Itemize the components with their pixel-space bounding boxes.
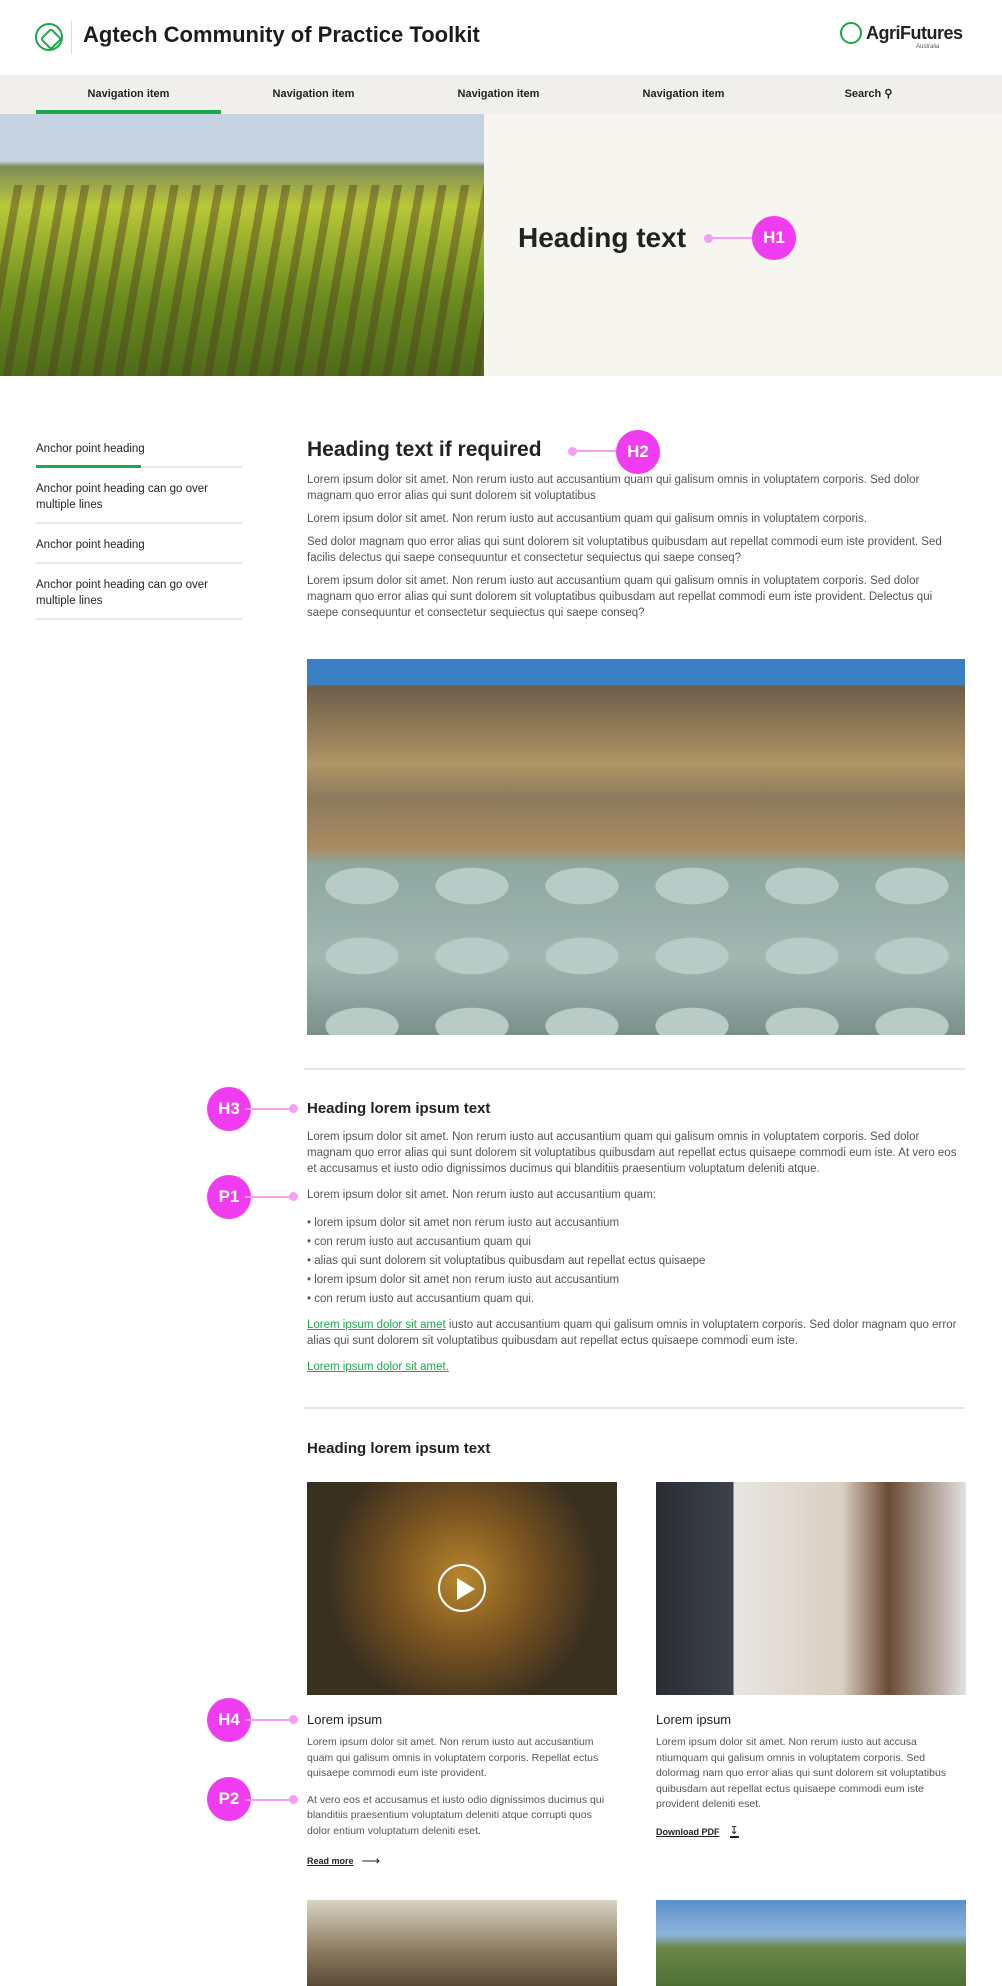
- divider: [71, 20, 72, 54]
- anchor-sidebar: [36, 432, 242, 620]
- download-pdf-label: Download PDF: [656, 1827, 720, 1837]
- annotation-line: [245, 1196, 295, 1198]
- paragraph: Lorem ipsum dolor sit amet. Non rerum iusto aut accusantium quam qui galisum omnis in voluptatem corporis. Sed dolor magnam quo error alias qui sunt dolorem sit voluptatibus: [307, 474, 920, 502]
- card-video-thumbnail[interactable]: [307, 1482, 617, 1695]
- bullet-item: • con rerum iusto aut accusantium quam qui: [307, 1236, 531, 1248]
- card-title: Lorem ipsum: [656, 1712, 732, 1727]
- anchor-link-3[interactable]: Anchor point heading: [36, 528, 242, 564]
- bullet-item: • lorem ipsum dolor sit amet non rerum iusto aut accusantium: [307, 1274, 620, 1286]
- divider: [304, 1068, 965, 1070]
- annotation-badge-h2: H2: [616, 430, 660, 474]
- brand-sub: Australia: [916, 44, 940, 50]
- annotation-badge-h4: H4: [207, 1698, 251, 1742]
- download-icon: ↧: [729, 1824, 739, 1837]
- anchor-link-2[interactable]: Anchor point heading can go over multiple lines: [36, 472, 242, 524]
- arrow-right-icon: ⟶: [361, 1853, 381, 1868]
- section-heading: Heading lorem ipsum text: [307, 1440, 491, 1457]
- paragraph: Lorem ipsum dolor sit amet. Non rerum iusto aut accusantium quam qui galisum omnis in voluptatem corporis.: [307, 513, 867, 525]
- toolkit-logo-icon[interactable]: [35, 23, 63, 51]
- divider: [304, 1407, 965, 1409]
- anchor-link-1[interactable]: Anchor point heading: [36, 432, 242, 468]
- standalone-link[interactable]: Lorem ipsum dolor sit amet.: [307, 1361, 449, 1373]
- card-text: Lorem ipsum dolor sit amet. Non rerum iusto aut accusantium quam qui galisum omnis in voluptatem corporis. Repellat ectus quisaepe commodi eum iste provident.: [307, 1736, 599, 1779]
- annotation-badge-p1: P1: [207, 1175, 251, 1219]
- paragraph: Lorem ipsum dolor sit amet. Non rerum iusto aut accusantium quam:: [307, 1189, 656, 1201]
- read-more-link[interactable]: [307, 1853, 617, 1869]
- annotation-dot: [289, 1192, 298, 1201]
- section-heading: Heading text if required: [307, 438, 542, 461]
- agrifutures-logo[interactable]: [840, 22, 963, 50]
- card-image-office: [656, 1482, 966, 1695]
- section-body: [307, 1100, 965, 1382]
- card-title: Lorem ipsum: [307, 1712, 383, 1727]
- search-icon: ⚲: [884, 88, 893, 100]
- nav-item-3[interactable]: Navigation item: [457, 88, 540, 100]
- annotation-dot: [289, 1104, 298, 1113]
- card-text: Lorem ipsum dolor sit amet. Non rerum iusto aut accusa ntiumquam qui galisum omnis in voluptatem corporis. Sed dolormag nam quo error alias qui sunt dolorem sit voluptatibus quibusdam aut repellat ectus quisaepe commodi eum iste provident deleniti eset.: [656, 1736, 947, 1810]
- nav-item-4[interactable]: Navigation item: [642, 88, 725, 100]
- site-header: [0, 0, 1002, 75]
- read-more-label: Read more: [307, 1856, 354, 1866]
- agrifutures-logo-icon: [840, 22, 862, 44]
- paragraph: Lorem ipsum dolor sit amet. Non rerum iusto aut accusantium quam qui galisum omnis in voluptatem corporis. Sed dolor magnam quo error alias qui sunt dolorem sit voluptatibus quibusdam aut repellat commodi eum iste provident. Delectus qui saepe consequuntur et consectetur sequiectus qui saepe conseq?: [307, 575, 933, 619]
- annotation-badge-h3: H3: [207, 1087, 251, 1131]
- paragraph: Sed dolor magnam quo error alias qui sunt dolorem sit voluptatibus quibusdam aut repellat commodi eum iste provident. Sed facilis delectus qui saepe consequuntur et consectetur sequiectus qui saepe conseq?: [307, 536, 942, 564]
- annotation-dot: [289, 1795, 298, 1804]
- bullet-item: • con rerum iusto aut accusantium quam qui.: [307, 1293, 535, 1305]
- card-2: [656, 1712, 966, 1838]
- nav-item-1[interactable]: Navigation item: [36, 75, 221, 114]
- brand-name: AgriFutures: [866, 22, 963, 43]
- annotation-line: [245, 1108, 295, 1110]
- annotation-line: [574, 450, 620, 452]
- annotation-badge-h1: H1: [752, 216, 796, 260]
- card-text: At vero eos et accusamus et iusto odio dignissimos ducimus qui blanditiis praesentium voluptatum deleniti atque corrupti quos dolor entium voluptatum deleniti eset.: [307, 1793, 605, 1837]
- inline-link[interactable]: Lorem ipsum dolor sit amet: [307, 1319, 446, 1331]
- search-button[interactable]: [776, 75, 961, 114]
- section-heading: Heading lorem ipsum text: [307, 1100, 491, 1117]
- hay-bales-image: [307, 659, 965, 1035]
- bullet-item: • alias qui sunt dolorem sit voluptatibus quibusdam aut repellat ectus quisaepe: [307, 1255, 706, 1267]
- annotation-badge-p2: P2: [207, 1777, 251, 1821]
- paragraph-text: iusto aut accusantium quam qui galisum omnis in voluptatem corporis. Sed dolor magnam quo error alias qui sunt dolorem sit voluptatibus quibusdam aut repellat ectus quisaepe commodi eum iste.: [307, 1319, 957, 1347]
- paragraph: Lorem ipsum dolor sit amet. Non rerum iusto aut accusantium quam qui galisum omnis in voluptatem corporis. Sed dolor magnam quo error alias qui sunt dolorem sit voluptatibus quibusdam aut repellat ectus quisaepe commodi eum iste. At vero eos et accusamus et iusto odio dignissimos ducimus qui blanditiis praesentium voluptatum deleniti atque.: [307, 1131, 957, 1175]
- annotation-line: [245, 1719, 295, 1721]
- card-image-beekeeper: [307, 1900, 617, 1986]
- play-icon[interactable]: [438, 1564, 486, 1612]
- nav-item-2[interactable]: Navigation item: [272, 88, 355, 100]
- paragraph-with-link: [307, 1317, 965, 1349]
- search-label: Search: [844, 88, 882, 100]
- card-image-landscape: [656, 1900, 966, 1986]
- site-title[interactable]: Agtech Community of Practice Toolkit: [83, 22, 480, 47]
- bullet-item: • lorem ipsum dolor sit amet non rerum iusto aut accusantium: [307, 1217, 620, 1229]
- annotation-line: [710, 237, 756, 239]
- hero-image-vineyard: [0, 114, 484, 376]
- annotation-dot: [289, 1715, 298, 1724]
- anchor-link-4[interactable]: Anchor point heading can go over multiple lines: [36, 568, 242, 620]
- card-1: [307, 1712, 617, 1869]
- hero-heading: Heading text: [518, 222, 687, 253]
- main-nav: [0, 75, 1002, 114]
- annotation-line: [245, 1799, 295, 1801]
- download-pdf-link[interactable]: [656, 1824, 966, 1838]
